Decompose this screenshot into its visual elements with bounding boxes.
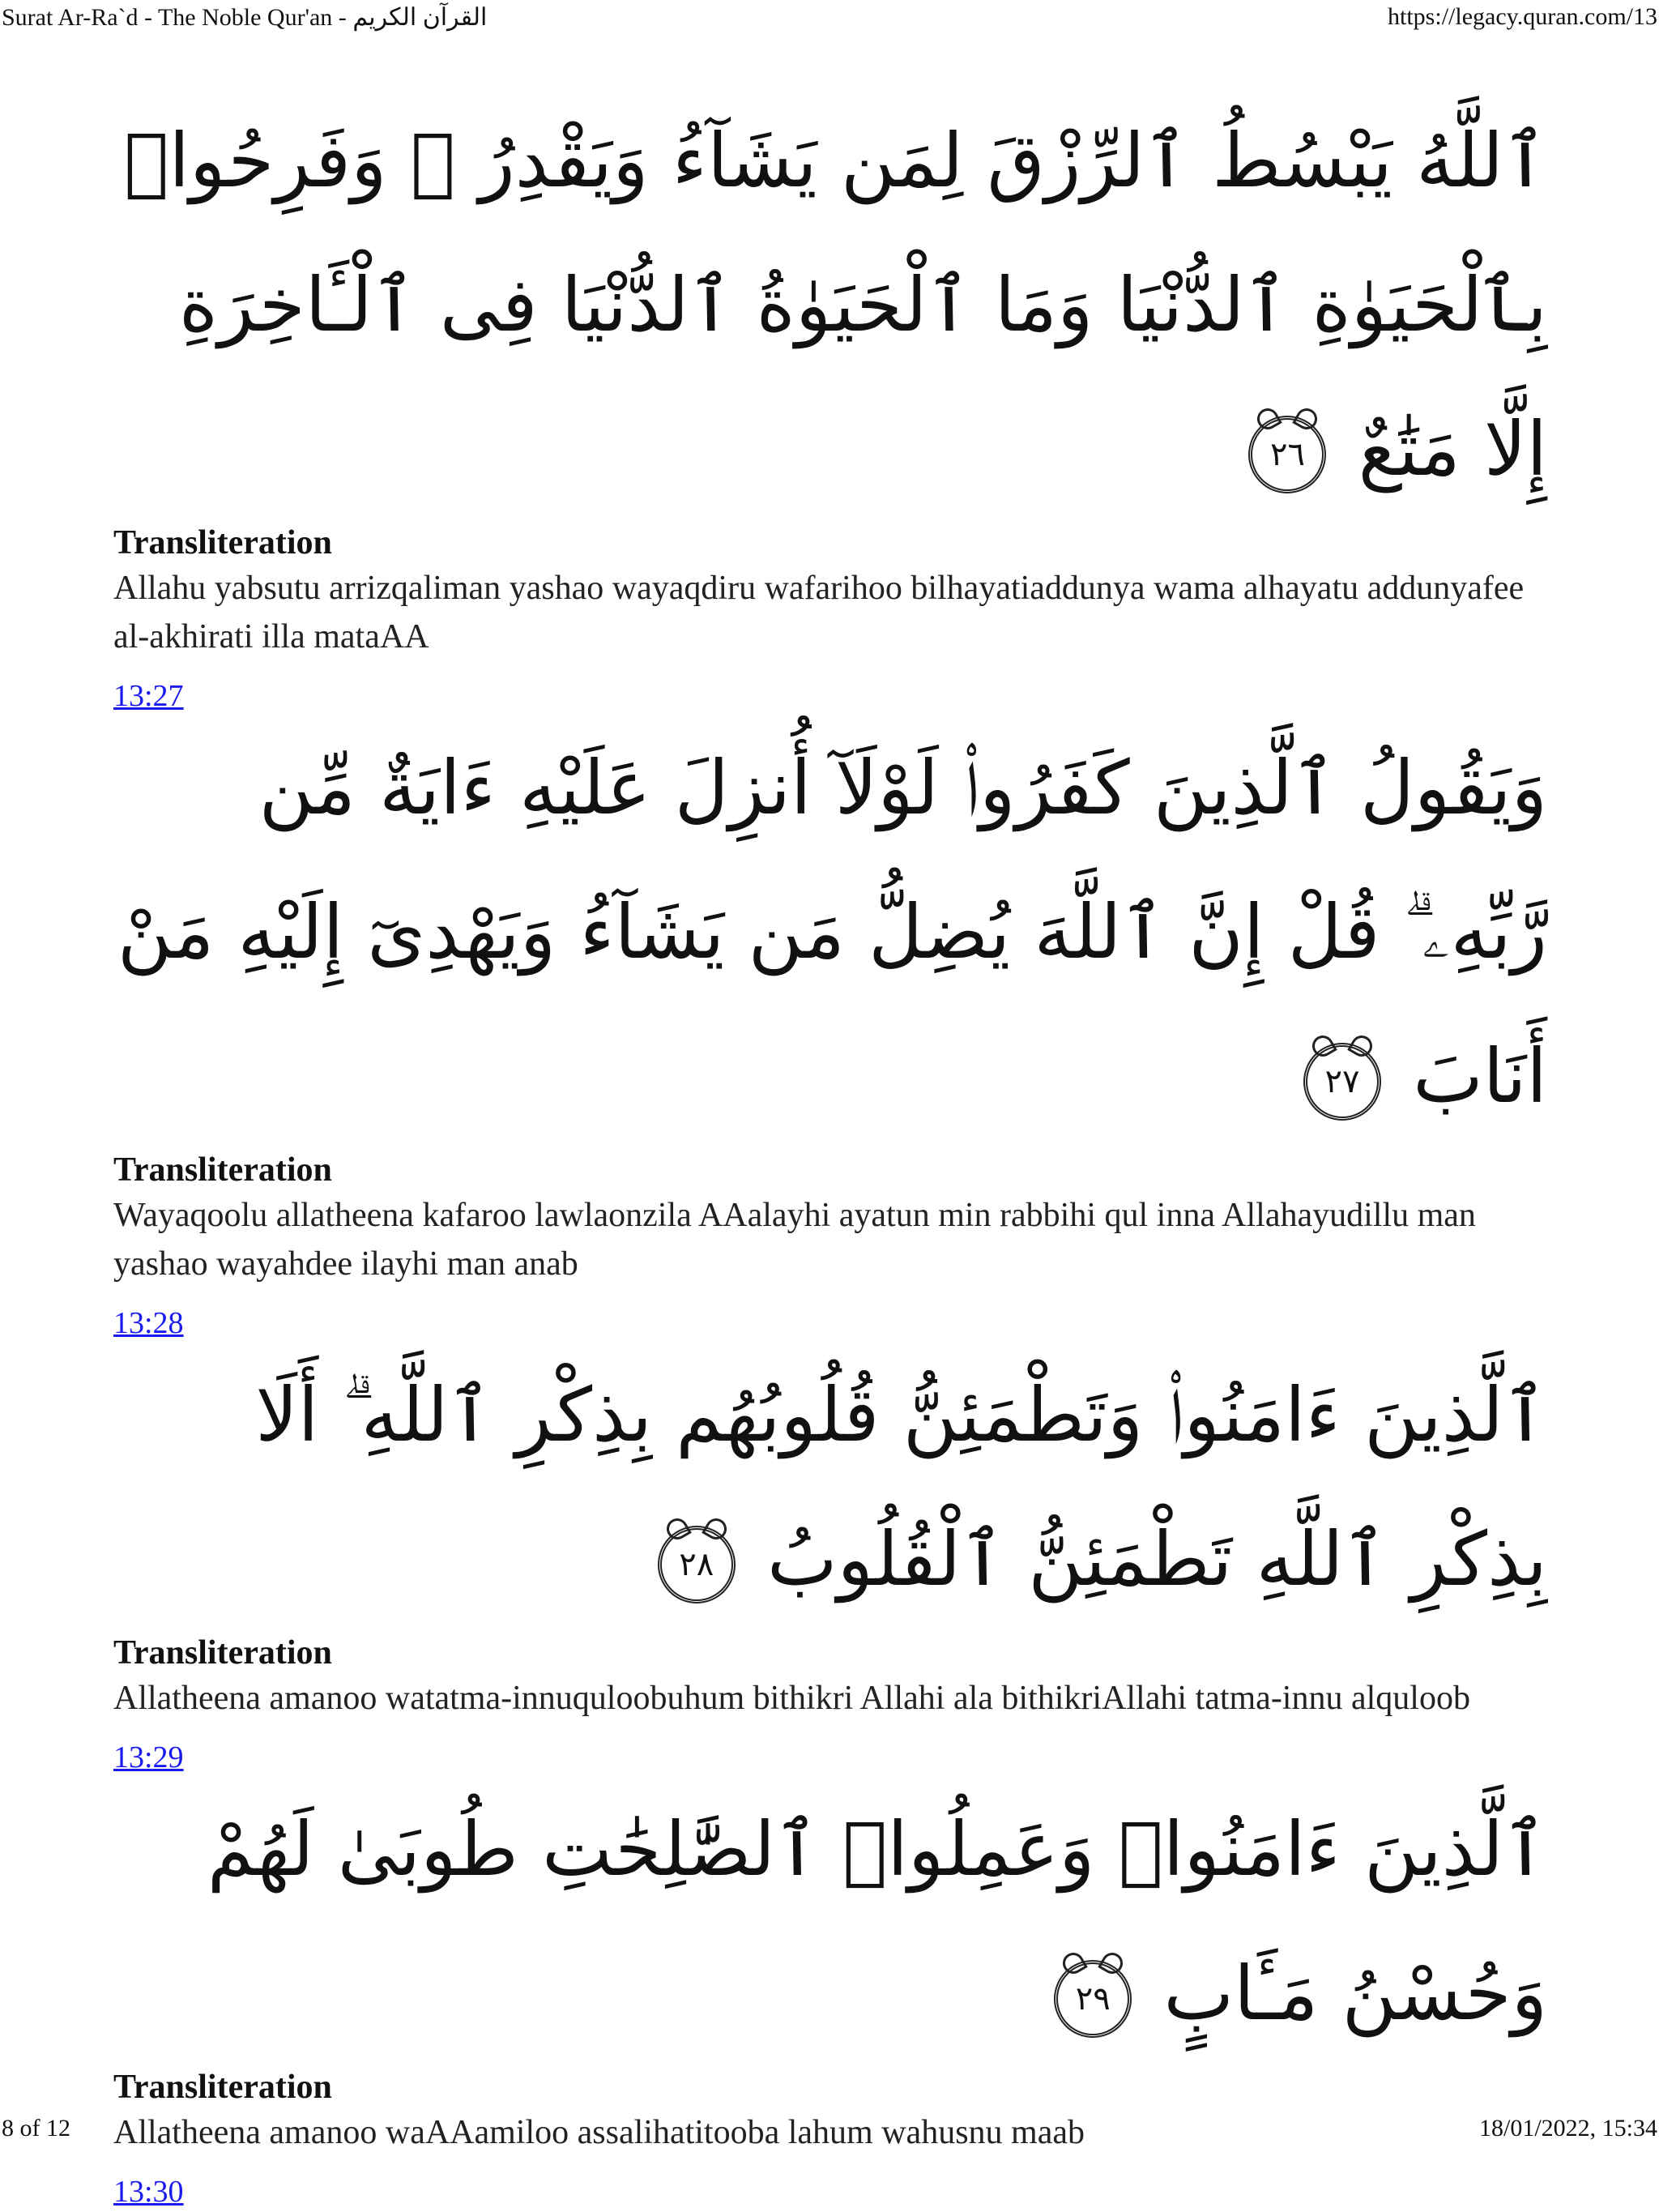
arabic-verse <box>113 1343 1547 1632</box>
verse-link[interactable]: 13:27 <box>113 679 184 713</box>
verse-link[interactable]: 13:29 <box>113 1740 184 1774</box>
verse-block-26 <box>113 89 1547 716</box>
transliteration-heading: Transliteration <box>113 524 332 562</box>
transliteration-text: Allatheena amanoo watatma-innuquloobuhum bithikri Allahi ala bithikriAllahi tatma-innu alquloob <box>113 1680 1470 1717</box>
arabic-text: ٱللَّهُ يَبْسُطُ ٱلرِّزْقَ لِمَن يَشَآءُ وَيَقْدِرُ ۚ وَفَرِحُوا۟ بِٱلْحَيَوٰةِ ٱلدُّنْيَا وَمَا ٱلْحَيَوٰةُ ٱلدُّنْيَا فِى ٱلْـَٔاخِرَةِ إِلَّا مَتَٰعٌ <box>124 117 1547 493</box>
arabic-verse <box>113 1778 1547 2066</box>
page-title: Surat Ar-Ra`d - The Noble Qur'an - القرآن الكريم <box>2 4 488 31</box>
arabic-verse <box>113 89 1547 522</box>
ayah-number-marker: ٢٩ <box>1054 1960 1132 2038</box>
arabic-text: ٱلَّذِينَ ءَامَنُوا۟ وَتَطْمَئِنُّ قُلُوبُهُم بِذِكْرِ ٱللَّهِ ۗ أَلَا بِذِكْرِ ٱللَّهِ تَطْمَئِنُّ ٱلْقُلُوبُ <box>255 1372 1547 1603</box>
transliteration-text: Allatheena amanoo waAAamiloo assalihatitooba lahum wahusnu maab <box>113 2114 1085 2151</box>
verse-list <box>113 89 1547 2212</box>
page-url: https://legacy.quran.com/13 <box>1388 3 1657 30</box>
transliteration-heading: Transliteration <box>113 1634 332 1672</box>
verse-link[interactable]: 13:30 <box>113 2175 184 2209</box>
verse-link[interactable]: 13:28 <box>113 1306 184 1340</box>
ayah-number-marker: ٢٦ <box>1248 416 1326 493</box>
print-header <box>0 3 1659 36</box>
ayah-number-marker: ٢٨ <box>658 1526 736 1603</box>
arabic-text: ٱلَّذِينَ ءَامَنُوا۟ وَعَمِلُوا۟ ٱلصَّٰلِحَٰتِ طُوبَىٰ لَهُمْ وَحُسْنُ مَـَٔابٍ <box>207 1806 1547 2037</box>
print-datetime: 18/01/2022, 15:34 <box>1478 2115 1657 2142</box>
arabic-text: وَيَقُولُ ٱلَّذِينَ كَفَرُوا۟ لَوْلَآ أُنزِلَ عَلَيْهِ ءَايَةٌ مِّن رَّبِّهِۦ ۗ قُلْ إِنَّ ٱللَّهَ يُضِلُّ مَن يَشَآءُ وَيَهْدِىٓ إِلَيْهِ مَنْ أَنَابَ <box>117 745 1547 1120</box>
ayah-number-marker: ٢٧ <box>1303 1043 1381 1121</box>
verse-block-28 <box>113 1343 1547 1778</box>
verse-block-27 <box>113 716 1547 1343</box>
page-count: 8 of 12 <box>2 2115 70 2142</box>
transliteration-heading: Transliteration <box>113 2069 332 2106</box>
print-footer <box>0 2115 1659 2147</box>
arabic-verse <box>113 716 1547 1149</box>
transliteration-text: Wayaqoolu allatheena kafaroo lawlaonzila AAalayhi ayatun min rabbihi qul inna Allahayudillu man yashao wayahdee ilayhi man anab <box>113 1197 1476 1283</box>
transliteration-text: Allahu yabsutu arrizqaliman yashao wayaqdiru wafarihoo bilhayatiaddunya wama alhayatu addunyafee al-akhirati illa mataAA <box>113 570 1525 655</box>
transliteration-heading: Transliteration <box>113 1151 332 1189</box>
